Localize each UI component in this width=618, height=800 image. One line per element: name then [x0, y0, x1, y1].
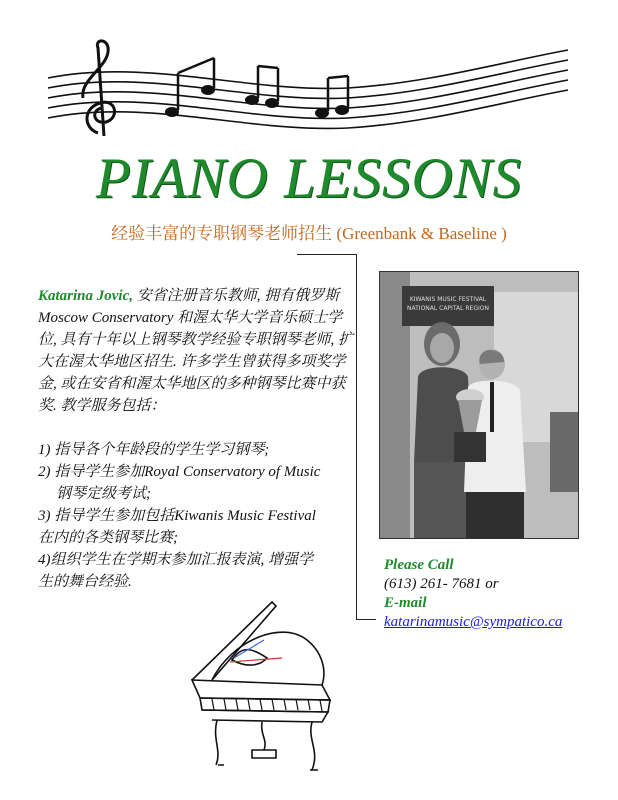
description-block	[38, 285, 354, 593]
intro-text: 安省注册音乐教师, 拥有俄罗斯Moscow Conservatory 和渥太华大学音乐硕士学位, 具有十年以上钢琴教学经验专职钢琴老师, 扩大在渥太华地区招生. 许多学生曾获得多项奖学金, 或在安省和渥太华地区的多种钢琴比赛中获奖. 教学服务包括：	[38, 288, 354, 414]
list-item: 在内的各类钢琴比赛;	[38, 530, 178, 546]
phone-number: (613) 261- 7681 or	[384, 576, 499, 592]
music-staff-icon	[28, 38, 588, 148]
list-item: 2) 指导学生参加Royal Conservatory of Music	[38, 464, 321, 480]
banner-text: KIWANIS MUSIC FESTIVAL	[409, 296, 487, 303]
grand-piano-icon	[172, 600, 342, 780]
divider-line	[297, 254, 357, 255]
email-link[interactable]: katarinamusic@sympatico.ca	[384, 614, 563, 630]
list-item: 1) 指导各个年龄段的学生学习钢琴;	[38, 442, 270, 458]
list-item: 3) 指导学生参加包括Kiwanis Music Festival	[38, 508, 316, 524]
teacher-name: Katarina Jovic,	[38, 288, 134, 304]
divider-line	[356, 619, 376, 620]
contact-block	[384, 556, 604, 632]
services-list	[38, 439, 354, 593]
banner-text: NATIONAL CAPITAL REGION	[407, 305, 489, 312]
teacher-photo	[379, 271, 579, 539]
page-subtitle: 经验丰富的专职钢琴老师招生 (Greenbank & Baseline )	[111, 224, 507, 243]
list-item: 钢琴定级考试;	[56, 486, 151, 502]
divider-line	[356, 254, 357, 619]
list-item: 4)组织学生在学期末参加汇报表演, 增强学	[38, 552, 313, 568]
call-label: Please Call	[384, 557, 454, 573]
email-label: E-mail	[384, 595, 427, 611]
page-title: PIANO LESSONS	[95, 147, 523, 210]
list-item: 生的舞台经验.	[38, 574, 132, 590]
intro-paragraph	[38, 285, 354, 417]
photo-image	[380, 272, 578, 538]
